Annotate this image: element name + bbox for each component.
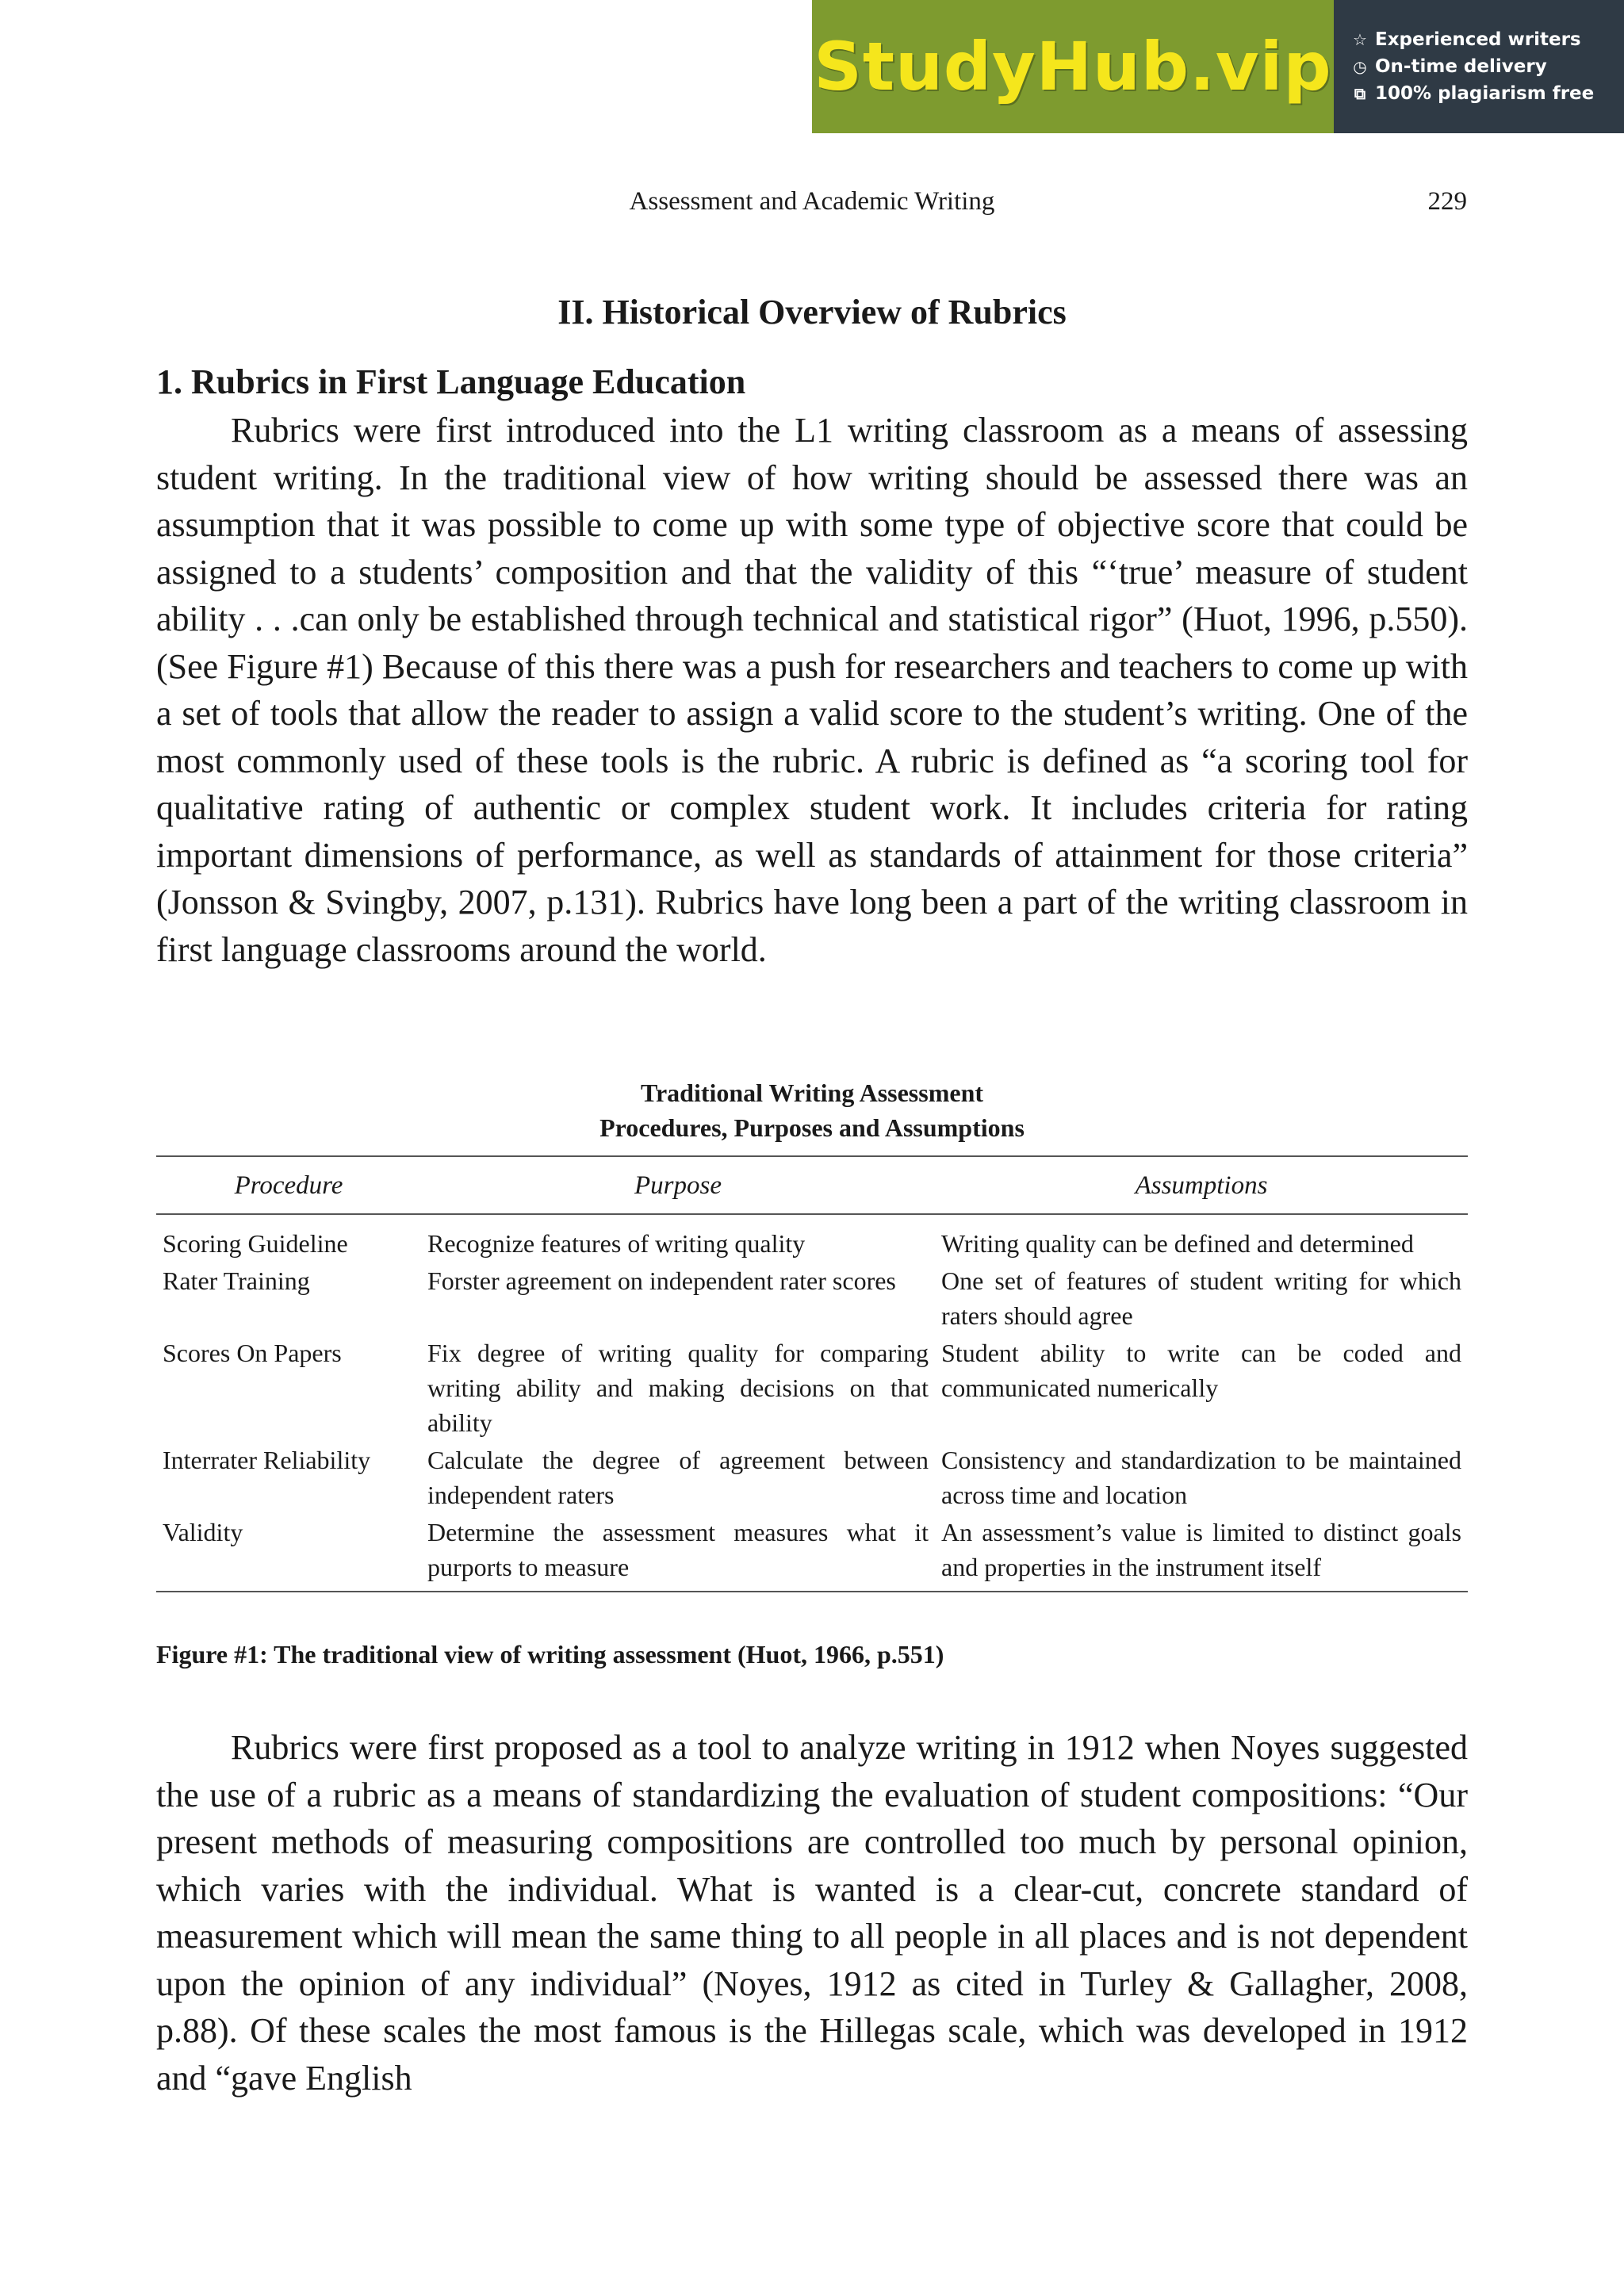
body-paragraph-1: Rubrics were first introduced into the L1 writing classroom as a means of assessing student writing. In the traditional view of how writing should be assessed there was an assumption that it was possible to come up with some type of objective score that could be assigned to a students’ composition and that the validity of this “‘true’ measure of student ability . . .can only be established through technical and statistical rigor” (Huot, 1996, p.550). (See Figure #1) Because of this there was a push for researchers and teachers to come up with a set of tools that allow the reader to assign a valid score to the student’s writing. One of the most commonly used of these tools is the rubric. A rubric is defined as “a scoring tool for qualitative rating of authentic or complex student work. It includes criteria for rating important dimensions of performance, as well as standards of attainment for those criteria” (Jonsson & Svingby, 2007, p.131). Rubrics have long been a part of the writing classroom in first language classrooms around the world.: [156, 411, 1468, 969]
section-heading: II. Historical Overview of Rubrics: [557, 293, 1067, 331]
cell-purpose: Fix degree of writing quality for comparing writing ability and making decisions on that ability: [427, 1339, 929, 1437]
perk-label: Experienced writers: [1375, 29, 1581, 50]
studyhub-banner[interactable]: [812, 0, 1624, 133]
perks-panel: [1334, 0, 1624, 133]
cell-purpose: Determine the assessment measures what it purports to measure: [421, 1515, 935, 1592]
perk-experienced-writers: [1351, 29, 1624, 50]
cell-procedure: Rater Training: [163, 1266, 310, 1295]
cell-assumptions: An assessment’s value is limited to distinct goals and properties in the instrument itself: [935, 1515, 1468, 1592]
assessment-table: [156, 1155, 1468, 1592]
figure-title-line-1: Traditional Writing Assessment: [640, 1079, 984, 1107]
cell-procedure: Scoring Guideline: [163, 1229, 348, 1258]
table-row: [156, 1214, 1468, 1263]
brand-logo: StudyHub.vip: [814, 28, 1332, 105]
perk-on-time-delivery: [1351, 56, 1624, 77]
page-number: 229: [1427, 187, 1467, 216]
cell-purpose: Calculate the degree of agreement between independent raters: [427, 1446, 929, 1509]
table-header-row: [156, 1156, 1468, 1214]
cell-procedure: Interrater Reliability: [163, 1446, 371, 1474]
perk-plagiarism-free: [1351, 83, 1624, 104]
cell-assumptions: Writing quality can be defined and determined: [941, 1229, 1414, 1258]
figure-title-line-2: Procedures, Purposes and Assumptions: [599, 1113, 1025, 1142]
table-row: [156, 1263, 1468, 1335]
body-paragraph-2: Rubrics were first proposed as a tool to analyze writing in 1912 when Noyes suggested the use of a rubric as a means of standardizing the evaluation of student compositions: “Our present methods of measuring compositions are controlled too much by personal opinion, which varies with the individual. What is wanted is a clear-cut, concrete standard of measurement which will mean the same thing to all people in all places and is not dependent upon the opinion of any individual” (Noyes, 1912 as cited in Turley & Gallagher, 2008, p.88). Of these scales the most famous is the Hillegas scale, which was developed in 1912 and “gave English: [156, 1728, 1468, 2098]
cell-assumptions: Consistency and standardization to be maintained across time and location: [941, 1446, 1461, 1509]
figure-caption: Figure #1: The traditional view of writing assessment (Huot, 1966, p.551): [156, 1640, 944, 1669]
figure-title: [0, 1075, 1624, 1145]
cell-procedure: Validity: [156, 1515, 421, 1592]
cell-assumptions: One set of features of student writing for which raters should agree: [941, 1266, 1461, 1330]
column-header-purpose: Purpose: [421, 1156, 935, 1214]
subsection-heading: 1. Rubrics in First Language Education: [156, 362, 746, 401]
cell-purpose: Recognize features of writing quality: [427, 1229, 806, 1258]
table-row: [156, 1335, 1468, 1443]
cell-purpose: Forster agreement on independent rater scores: [427, 1266, 896, 1295]
brand-panel: [812, 0, 1334, 133]
table-row: [156, 1443, 1468, 1515]
copy-icon: ⧉: [1354, 84, 1366, 103]
perk-label: On-time delivery: [1375, 56, 1547, 77]
cell-procedure: Scores On Papers: [163, 1339, 342, 1367]
star-icon: ☆: [1353, 30, 1367, 49]
perk-label: 100% plagiarism free: [1375, 83, 1595, 104]
running-title: Assessment and Academic Writing: [629, 187, 995, 216]
clock-icon: ◷: [1353, 57, 1367, 76]
column-header-procedure: Procedure: [156, 1156, 421, 1214]
table-row: [156, 1515, 1468, 1592]
column-header-assumptions: Assumptions: [935, 1156, 1468, 1214]
cell-assumptions: Student ability to write can be coded and communicated numerically: [941, 1339, 1461, 1402]
